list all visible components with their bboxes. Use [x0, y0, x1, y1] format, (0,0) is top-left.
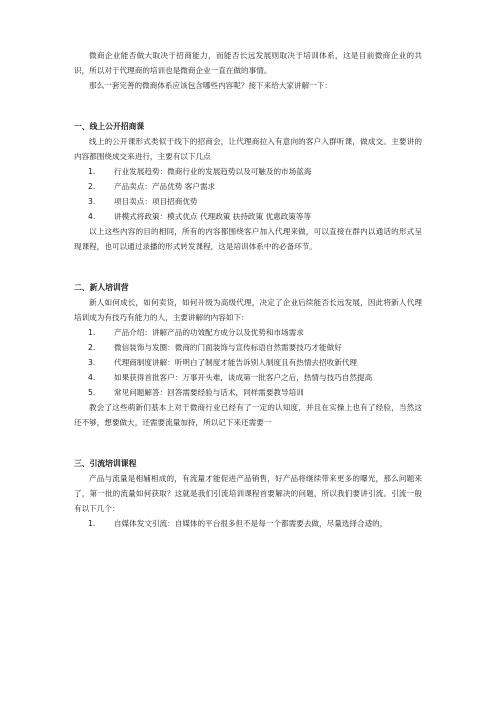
list-item: 3. 项目卖点：项目招商优势	[88, 197, 198, 206]
list-item: 1. 产品介绍：讲解产品的功效配方成分以及优势和市场需求	[88, 328, 304, 337]
list-item: 5. 常见问题解答：回答需要经验与话术，同样需要教导培训	[88, 388, 304, 397]
list-item: 1. 自媒体发文引流：自媒体的平台很多但不是每一个都需要去做，尽量选择合适的，	[88, 519, 388, 528]
list-item: 3. 代理商制度讲解：听明白了制度才能告诉别人制度且有热情去招收新代理	[88, 358, 357, 367]
list-item: 2. 微信装饰与发圈：微商的门面装饰与宣传标语自然需要技巧才能做好	[88, 343, 342, 352]
section-1-lead: 线上的公开课形式类似于线下的招商会，让代理商拉入有意向的客户入群听课，做成交。主要讲的内容都围绕成交来进行，主要有以下几点	[74, 137, 422, 161]
list-item: 2. 产品卖点：产品优势 客户需求	[88, 182, 216, 191]
list-item: 1. 行业发展趋势：微商行业的发展趋势以及可触及的市场蓝海	[88, 167, 312, 176]
intro-paragraph-1: 微商企业能否做大取决于招商能力，而能否长远发展则取决于培训体系，这是目前微商企业的共识，所以对于代理商的培训也是微商企业一直在做的事情。	[74, 51, 422, 75]
section-1-list	[74, 164, 422, 224]
section-3-title: 三、引流培训课程	[74, 459, 137, 468]
intro-paragraph-2: 那么一套完善的微商体系应该包含哪些内容呢？接下来给大家讲解一下：	[89, 81, 332, 90]
section-3-lead: 产品与流量是相辅相成的，有流量才能促进产品销售，好产品将继续带来更多的曝光，那么问题来了，第一批的流量如何获取？这就是我们引流培训课程首要解决的问题，所以我们要讲引流。引流一般有以下几个：	[74, 474, 422, 513]
section-2-list	[74, 325, 422, 400]
section-1-tail: 以上这些内容的目的相同，所有的内容都围绕客户加入代理来做，可以直接在群内以通话的形式呈现课程，也可以通过录播的形式转发课程，这是培训体系中的必备环节。	[74, 227, 422, 251]
list-item: 4. 如果获得首批客户：万事开头难，谈成第一批客户之后，热情与技巧自然提高	[88, 373, 373, 382]
section-2-title: 二、新人培训营	[74, 283, 129, 292]
section-2-lead: 新人如何成长，如何卖货，如何升级为高级代理，决定了企业后续能否长远发展，因此将新人代理培训成为有技巧有能力的人，主要讲解的内容如下：	[74, 298, 422, 322]
document-page	[74, 48, 422, 531]
list-item: 4. 讲模式将政策：模式优点 代理政策 扶持政策 优惠政策等等	[88, 212, 312, 221]
section-3-list	[74, 516, 422, 531]
section-2-tail: 教会了这些萌新们基本上对于微商行业已经有了一定的认知度，并且在实操上也有了经验，当然这还不够，想要做大，还需要流量加持，所以记下来还需要一	[74, 403, 422, 427]
section-1-title: 一、线上公开招商课	[74, 122, 145, 131]
